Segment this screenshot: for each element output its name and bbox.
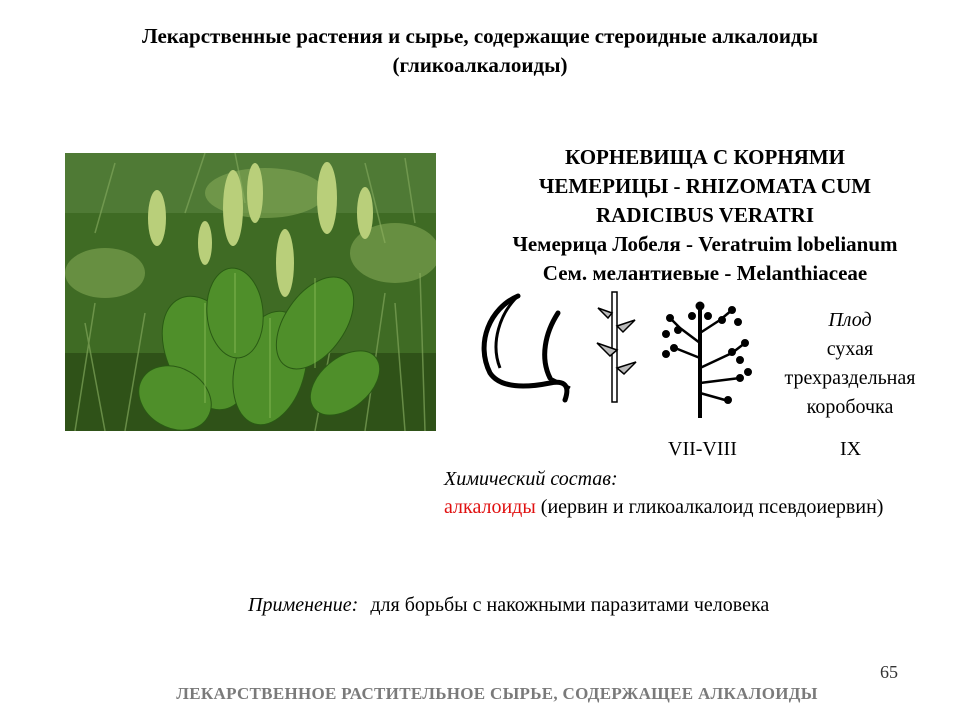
plant-family: Сем. мелантиевые - Melanthiaceae xyxy=(542,261,868,285)
usage-text: для борьбы с накожными паразитами человека xyxy=(370,594,770,616)
alkaloids-highlight: алкалоиды xyxy=(444,496,536,518)
root-icon xyxy=(484,296,570,400)
fruit-line2: трехраздельная xyxy=(784,367,916,389)
footer-text: ЛЕКАРСТВЕННОЕ РАСТИТЕЛЬНОЕ СЫРЬЕ, СОДЕРЖАЩЕЕ АЛКАЛОИДЫ xyxy=(176,684,818,703)
raw-material-line3: RADICIBUS VERATRI xyxy=(595,203,815,227)
plant-name: Чемерица Лобеля - Veratruim lobelianum xyxy=(512,232,898,256)
fruit-line1: сухая xyxy=(826,338,874,360)
flowering-plant-icon xyxy=(663,302,752,418)
fruit-description xyxy=(760,306,940,422)
flowering-months: VII-VIII xyxy=(668,438,737,460)
slide-title xyxy=(60,22,900,80)
part-symbols xyxy=(470,288,770,423)
fruiting-months: IX xyxy=(840,438,862,460)
veratrum-plant-photo xyxy=(65,153,436,431)
usage-line xyxy=(248,592,769,618)
fruit-label: Плод xyxy=(828,309,872,331)
page-number: 65 xyxy=(880,662,898,682)
slide-title-line1: Лекарственные растения и сырье, содержащие стероидные алкалоиды xyxy=(141,24,819,48)
chemistry-label: Химический состав: xyxy=(444,468,618,490)
raw-material-block xyxy=(470,143,940,288)
stem-leaves-icon xyxy=(597,292,636,402)
raw-material-line2: ЧЕМЕРИЦЫ - RHIZOMATA CUM xyxy=(538,174,872,198)
chemistry-details: (иервин и гликоалкалоид псевдоиервин) xyxy=(535,496,884,518)
chemistry-text xyxy=(444,492,924,522)
slide-title-line2: (гликоалкалоиды) xyxy=(392,53,568,77)
raw-material-line1: КОРНЕВИЩА С КОРНЯМИ xyxy=(565,145,845,169)
usage-label: Применение: xyxy=(248,594,359,616)
fruit-line3: коробочка xyxy=(806,396,894,418)
